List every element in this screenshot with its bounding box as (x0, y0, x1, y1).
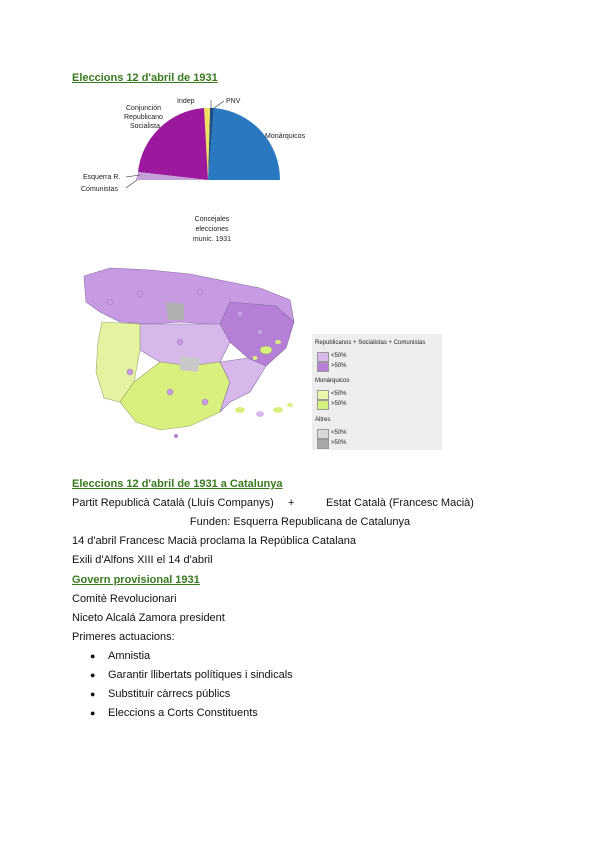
list-item-label: Eleccions a Corts Constituents (108, 707, 258, 719)
list-item (90, 688, 230, 700)
list-item (90, 707, 258, 719)
map-island-mallorca (260, 346, 272, 354)
map-title-line-2: elecciones (195, 226, 229, 233)
legend-label-alt-lt: <50% (331, 430, 347, 436)
text-plus: + (288, 497, 295, 509)
map-dot-ceuta (174, 434, 178, 438)
legend-group-republicanos: Republicanos + Socialistas + Comunistas (315, 340, 426, 346)
pie-label-monarquicos: Monárquicos (265, 133, 306, 140)
seats-semicircle-chart (80, 92, 340, 192)
legend-swatch-mon-gt (317, 400, 329, 410)
list-item-label: Garantir llibertats polítiques i sindicals (108, 669, 293, 681)
legend-swatch-alt-gt (317, 439, 329, 449)
pie-label-esquerra: Esquerra R. (83, 174, 121, 181)
pie-label-conjuncion-1: Conjunción (126, 105, 162, 112)
bullet-icon: ● (90, 651, 96, 661)
map-title (172, 212, 252, 248)
legend-group-altres: Altres (315, 417, 331, 423)
map-title-line-3: munic. 1931 (192, 236, 232, 243)
list-item (90, 669, 293, 681)
legend-label-mon-lt: <50% (331, 391, 347, 397)
text-estat-catala: Estat Català (Francesc Macià) (326, 497, 474, 509)
legend-label-rep-gt: >50% (331, 363, 347, 369)
pie-label-pnv: PNV (226, 98, 241, 105)
map-island-canary-4 (287, 403, 293, 407)
map-island-ibiza (253, 356, 258, 360)
legend-label-alt-gt: >50% (331, 440, 347, 446)
text-president: Niceto Alcalá Zamora president (72, 612, 225, 624)
list-item-label: Amnistia (108, 650, 151, 662)
map-region-grey-1 (166, 302, 184, 320)
legend-swatch-alt-lt (317, 429, 329, 439)
map-island-menorca (275, 340, 281, 344)
text-exili: Exili d'Alfons XIII el 14 d'abril (72, 554, 213, 566)
pie-label-indep: Indep (177, 98, 195, 105)
map-region-south (120, 362, 230, 430)
map-island-canary-1 (235, 407, 245, 413)
bullet-icon: ● (90, 708, 96, 718)
map-island-canary-3 (273, 407, 283, 413)
text-funden: Funden: Esquerra Republicana de Catalunya (189, 516, 411, 528)
pie-label-conjuncion-2: Republicano (124, 114, 163, 121)
legend-swatch-mon-lt (317, 390, 329, 400)
list-item (90, 650, 150, 662)
bullet-icon: ● (90, 689, 96, 699)
section-heading-catalunya: Eleccions 12 d'abril de 1931 a Catalunya (72, 478, 283, 490)
legend-swatch-rep-lt (317, 352, 329, 362)
map-region-grey-2 (180, 356, 200, 372)
map-island-canary-2 (256, 411, 264, 417)
spain-election-map (80, 262, 300, 442)
text-actuacions: Primeres actuacions: (72, 631, 175, 643)
map-title-line-1: Concejales (194, 216, 230, 223)
map-legend (312, 334, 442, 450)
text-partit-republica: Partit Republicà Català (Lluís Companys) (72, 497, 274, 509)
legend-swatch-rep-gt (317, 362, 329, 372)
text-comite: Comitè Revolucionari (72, 593, 177, 605)
legend-group-monarquicos: Monárquicos (315, 378, 350, 384)
pie-label-conjuncion-3: Socialista (130, 123, 160, 130)
pie-label-comunistas: Comunistas (81, 186, 118, 192)
pie-slice-monarquicos (208, 108, 280, 180)
bullet-icon: ● (90, 670, 96, 680)
text-proclama: 14 d'abril Francesc Macià proclama la República Catalana (72, 535, 356, 547)
legend-label-mon-gt: >50% (331, 401, 347, 407)
section-heading-govern: Govern provisional 1931 (72, 574, 200, 586)
list-item-label: Substituir càrrecs públics (108, 688, 231, 700)
legend-label-rep-lt: <50% (331, 353, 347, 359)
section-heading-elections: Eleccions 12 d'abril de 1931 (72, 72, 218, 84)
